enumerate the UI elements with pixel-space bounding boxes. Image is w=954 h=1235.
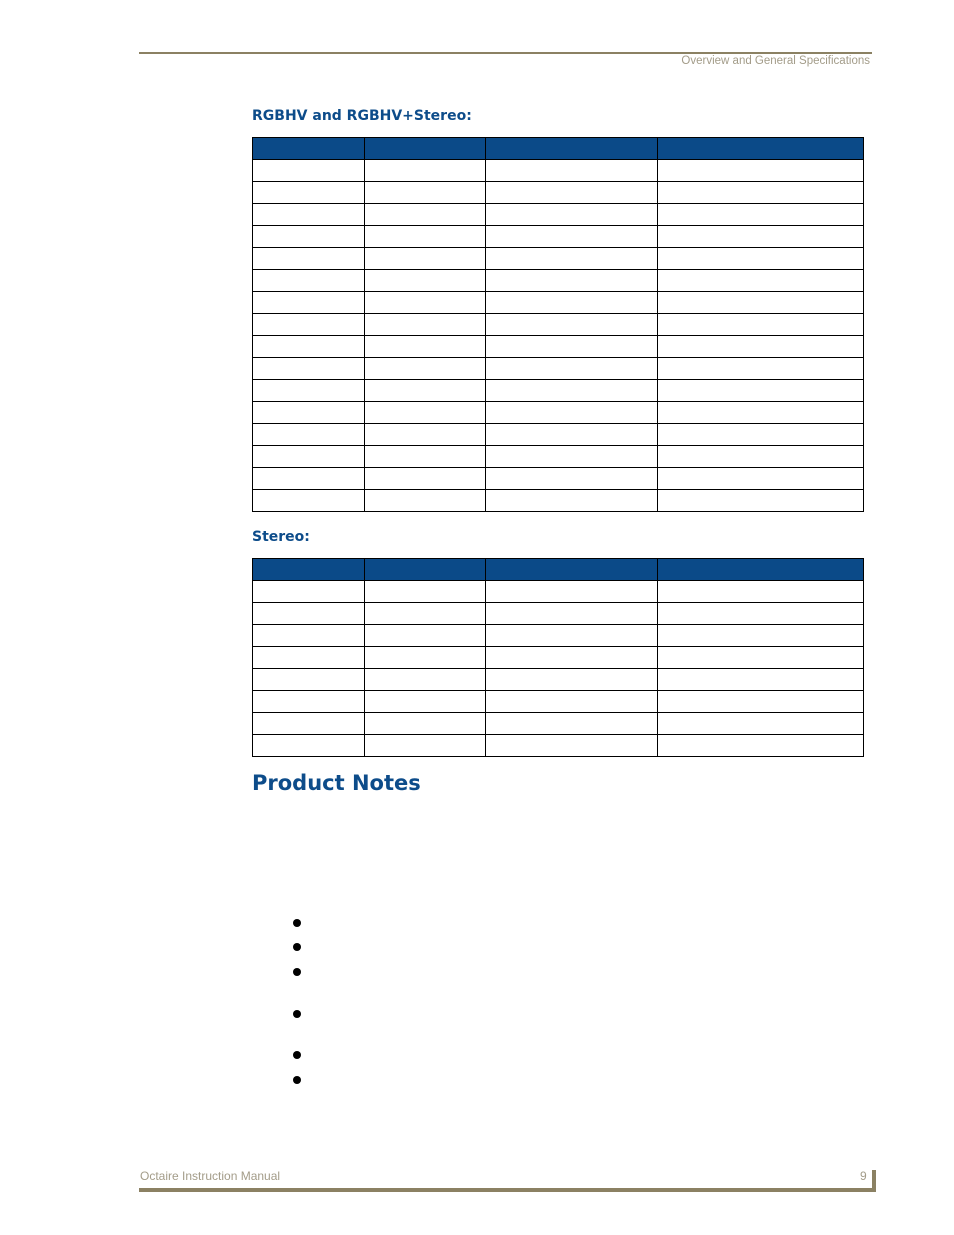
table-row	[253, 380, 864, 402]
table-cell	[253, 336, 365, 358]
table-cell	[658, 292, 864, 314]
table-cell	[658, 446, 864, 468]
table-cell	[486, 735, 658, 757]
table-cell	[365, 248, 486, 270]
table-row	[253, 603, 864, 625]
table-cell	[365, 735, 486, 757]
table-cell	[253, 182, 365, 204]
table-cell	[253, 292, 365, 314]
table-cell	[253, 669, 365, 691]
table-cell	[486, 581, 658, 603]
table-cell	[365, 226, 486, 248]
table-cell	[658, 581, 864, 603]
table-row	[253, 182, 864, 204]
table-cell	[486, 603, 658, 625]
table-cell	[486, 358, 658, 380]
table-header-row	[253, 559, 864, 581]
table-row	[253, 270, 864, 292]
table-cell	[253, 160, 365, 182]
table-cell	[365, 603, 486, 625]
table-cell	[486, 424, 658, 446]
table-cell	[253, 490, 365, 512]
table-row	[253, 625, 864, 647]
table-cell	[486, 160, 658, 182]
table-cell	[486, 204, 658, 226]
table-cell	[365, 314, 486, 336]
table-cell	[253, 402, 365, 424]
table-cell	[658, 336, 864, 358]
table-cell	[253, 647, 365, 669]
table-cell	[365, 446, 486, 468]
table-cell	[658, 669, 864, 691]
table-cell	[253, 314, 365, 336]
table-cell	[486, 691, 658, 713]
header-rule	[139, 52, 872, 54]
table-row	[253, 468, 864, 490]
bullet-point	[293, 968, 301, 976]
table-cell	[365, 160, 486, 182]
table-cell	[658, 691, 864, 713]
product-notes-heading: Product Notes	[252, 771, 421, 795]
table-cell	[365, 358, 486, 380]
table-row	[253, 735, 864, 757]
rgbhv-table	[252, 137, 864, 512]
table-cell	[253, 691, 365, 713]
table-cell	[365, 424, 486, 446]
table-cell	[365, 581, 486, 603]
table-cell	[253, 713, 365, 735]
table-cell	[658, 490, 864, 512]
table-cell	[253, 248, 365, 270]
table-cell	[658, 468, 864, 490]
table-cell	[253, 446, 365, 468]
table-cell	[658, 647, 864, 669]
table-row	[253, 446, 864, 468]
table-cell	[486, 402, 658, 424]
table-row	[253, 248, 864, 270]
table-cell	[658, 226, 864, 248]
table-cell	[658, 270, 864, 292]
table-cell	[365, 669, 486, 691]
table-cell	[658, 204, 864, 226]
table-cell	[486, 625, 658, 647]
table-row	[253, 402, 864, 424]
table-header-row	[253, 138, 864, 160]
table-cell	[486, 292, 658, 314]
table-cell	[486, 314, 658, 336]
stereo-table	[252, 558, 864, 757]
bullet-point	[293, 943, 301, 951]
table-cell	[253, 358, 365, 380]
table-cell	[486, 647, 658, 669]
table-row	[253, 204, 864, 226]
table-cell	[658, 735, 864, 757]
table-cell	[486, 446, 658, 468]
table-cell	[365, 292, 486, 314]
table-cell	[365, 625, 486, 647]
footer-manual-title: Octaire Instruction Manual	[140, 1169, 281, 1183]
table-cell	[253, 625, 365, 647]
table-cell	[486, 182, 658, 204]
table-cell	[365, 468, 486, 490]
table-cell	[486, 713, 658, 735]
footer-rule	[139, 1188, 875, 1192]
table-cell	[486, 468, 658, 490]
table-cell	[486, 490, 658, 512]
bullet-point	[293, 919, 301, 927]
table-cell	[658, 182, 864, 204]
rgbhv-table-title: RGBHV and RGBHV+Stereo:	[252, 108, 472, 124]
table-cell	[658, 380, 864, 402]
table-cell	[365, 691, 486, 713]
table-row	[253, 669, 864, 691]
table-cell	[365, 402, 486, 424]
table-cell	[253, 424, 365, 446]
table-row	[253, 581, 864, 603]
table-cell	[658, 248, 864, 270]
table-row	[253, 336, 864, 358]
table-cell	[365, 182, 486, 204]
table-cell	[365, 647, 486, 669]
table-row	[253, 647, 864, 669]
table-row	[253, 292, 864, 314]
table-cell	[658, 358, 864, 380]
table-row	[253, 713, 864, 735]
table-row	[253, 424, 864, 446]
table-cell	[253, 380, 365, 402]
table-cell	[658, 424, 864, 446]
table-cell	[658, 713, 864, 735]
table-cell	[365, 380, 486, 402]
table-cell	[365, 270, 486, 292]
table-cell	[486, 380, 658, 402]
table-row	[253, 490, 864, 512]
table-cell	[253, 226, 365, 248]
table-cell	[658, 603, 864, 625]
table-cell	[658, 625, 864, 647]
table-cell	[658, 314, 864, 336]
table-cell	[253, 603, 365, 625]
table-cell	[486, 669, 658, 691]
table-row	[253, 358, 864, 380]
table-row	[253, 691, 864, 713]
table-row	[253, 226, 864, 248]
table-cell	[658, 402, 864, 424]
table-cell	[365, 490, 486, 512]
bullet-point	[293, 1076, 301, 1084]
header-section-title: Overview and General Specifications	[681, 55, 870, 67]
table-cell	[365, 336, 486, 358]
table-row	[253, 160, 864, 182]
table-cell	[253, 468, 365, 490]
table-cell	[486, 248, 658, 270]
table-cell	[486, 226, 658, 248]
bullet-point	[293, 1051, 301, 1059]
table-cell	[486, 270, 658, 292]
table-cell	[253, 735, 365, 757]
footer-page-number: 9	[860, 1169, 867, 1183]
table-cell	[658, 160, 864, 182]
table-cell	[253, 270, 365, 292]
bullet-point	[293, 1010, 301, 1018]
table-row	[253, 314, 864, 336]
stereo-table-title: Stereo:	[252, 529, 310, 545]
table-cell	[365, 204, 486, 226]
table-cell	[486, 336, 658, 358]
table-cell	[365, 713, 486, 735]
table-cell	[253, 204, 365, 226]
table-cell	[253, 581, 365, 603]
